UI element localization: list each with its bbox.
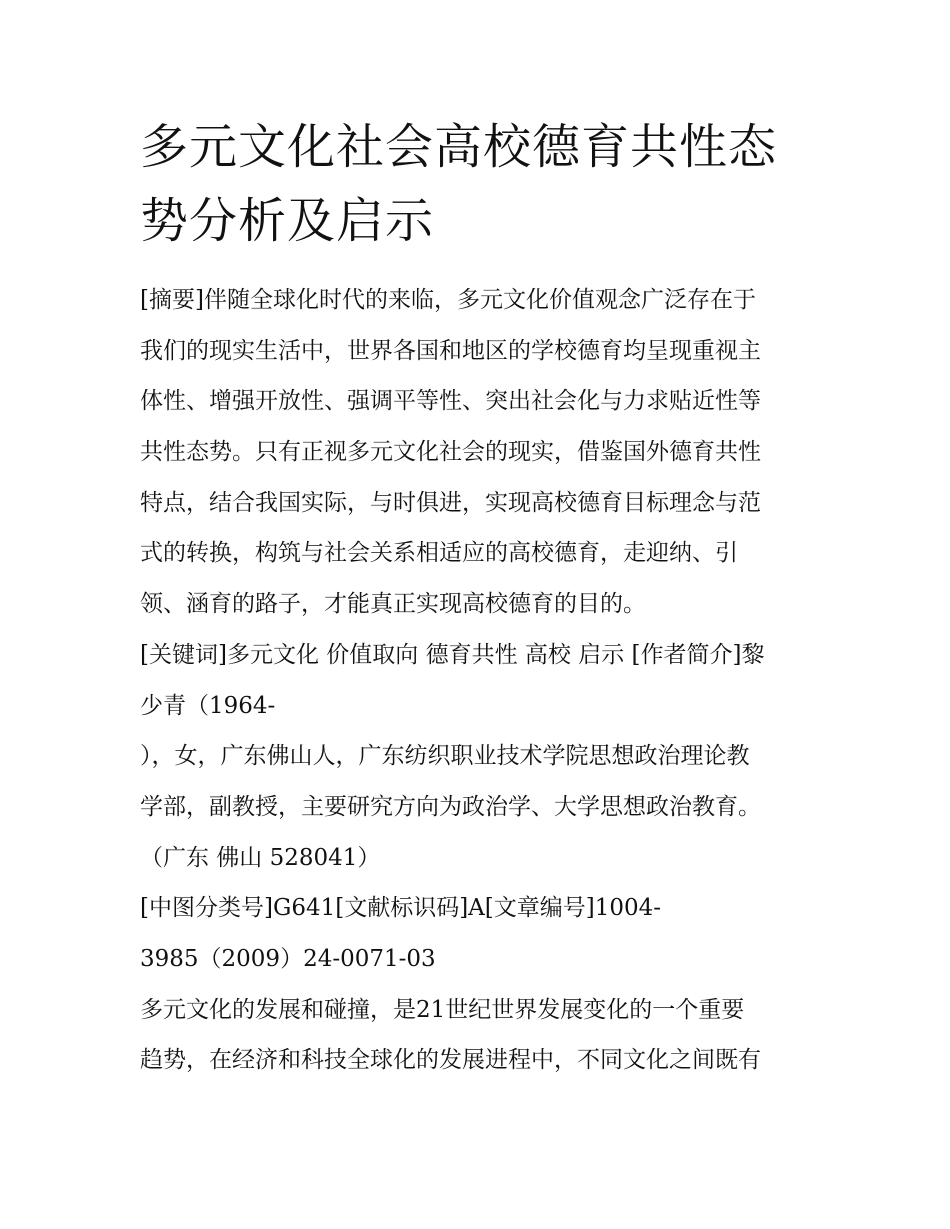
classification-line: [中图分类号]G641[文献标识码]A[文章编号]1004-: [140, 895, 662, 922]
address-line: （广东 佛山 528041）: [140, 844, 381, 871]
author-line: 学部，副教授，主要研究方向为政治学、大学思想政治教育。: [140, 793, 761, 820]
title-line: 势分析及启示: [140, 193, 435, 249]
abstract-line: 式的转换，构筑与社会关系相适应的高校德育，走迎纳、引: [140, 540, 738, 567]
classification-line: 3985（2009）24-0071-03: [140, 945, 436, 972]
author-line: ），女，广东佛山人，广东纺织职业技术学院思想政治理论教: [140, 743, 750, 770]
title-line: 多元文化社会高校德育共性态: [140, 119, 778, 175]
document-title: [140, 110, 820, 258]
abstract-line: [摘要]伴随全球化时代的来临，多元文化价值观念广泛存在于: [140, 287, 756, 313]
abstract-line: 特点，结合我国实际，与时俱进，实现高校德育目标理念与范: [140, 489, 761, 516]
body-paragraph-line: 多元文化的发展和碰撞，是21世纪世界发展变化的一个重要: [140, 996, 745, 1023]
document-body: [140, 275, 820, 1086]
abstract-line: 共性态势。只有正视多元文化社会的现实，借鉴国外德育共性: [140, 439, 761, 466]
author-line: 少青（1964-: [140, 692, 276, 719]
abstract-line: 体性、增强开放性、强调平等性、突出社会化与力求贴近性等: [140, 388, 761, 415]
body-paragraph-line: 趋势，在经济和科技全球化的发展进程中，不同文化之间既有: [140, 1047, 761, 1074]
abstract-line: 我们的现实生活中，世界各国和地区的学校德育均呈现重视主: [140, 337, 761, 364]
abstract-line: 领、涵育的路子，才能真正实现高校德育的目的。: [140, 591, 646, 618]
keywords-line: [关键词]多元文化 价值取向 德育共性 高校 启示 [作者简介]黎: [140, 641, 765, 668]
